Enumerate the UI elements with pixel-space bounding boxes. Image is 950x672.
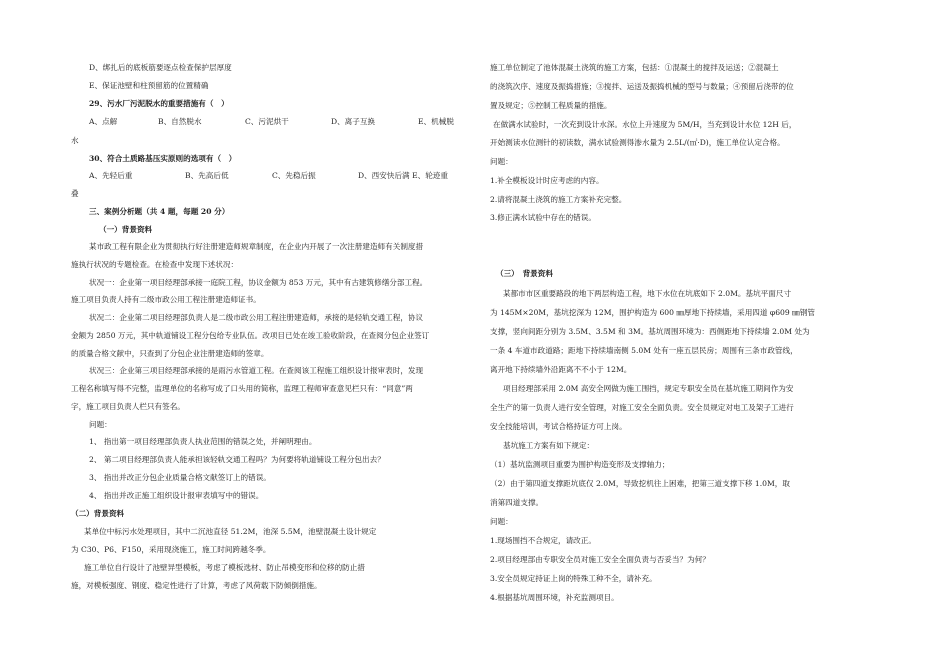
case3-line: 支撑，竖向间距分别为 3.5M、3.5M 和 3M。基坑周围环境为：西侧距地下持续墙 2.0M 处为: [490, 327, 810, 336]
case1-line: 字，施工项目负责人栏只有签名。: [71, 402, 185, 411]
case3-line: （2）由于第四道支撑距坑底仅 2.0M，导致挖机往上困难，把第三道支撑下移 1.0M，取: [490, 479, 790, 488]
case1-line: 施工项目负责人持有二级市政公用工程注册建造师证书。: [71, 295, 261, 304]
q29-title: 29、污水厂污泥脱水的重要措施有（ ）: [89, 99, 229, 108]
case2-question: 3.修正满水试验中存在的错误。: [490, 213, 596, 222]
case1-question: 4、 指出并改正施工组织设计报审表填写中的错误。: [89, 491, 264, 500]
case3-line: 某都市市区重要路段的地下两层构造工程，地下水位在坑底如下 2.0M。基坑平面尺寸: [503, 289, 792, 298]
case2-line: 某单位中标污水处理项目，其中二沉池直径 51.2M，池深 5.5M，池壁混凝土设计规定: [84, 527, 377, 536]
q29-option: D、离子互换: [331, 117, 376, 126]
case3-line: 离开地下持续墙外沿距离不不小于 12M。: [490, 365, 632, 374]
case1-line: 状况二：企业第二项目经理部负责人是二级市政公用工程注册建造师，承接的是轻轨交通工程，协议: [89, 313, 424, 322]
case3-line: 一条 4 车道市政道路；距地下持续墙南侧 5.0M 处有一座五层民房；周围有三条市政管线，: [490, 346, 798, 355]
case3-line: （1）基坑监测项目重要为围护构造变形及支撑轴力；: [490, 460, 670, 469]
case2-line: 为 C30、P6、F150，采用现浇施工，施工时间跨越冬季。: [71, 545, 271, 554]
case3-question: 2.项目经理部由专职安全员对施工安全全面负责与否妥当？为何？: [490, 555, 710, 564]
case2-line: 施，对模板强度、钢度、稳定性进行了计算，考虑了风荷载下防倾倒措施。: [71, 581, 322, 590]
q30-continuation: 叠: [71, 189, 79, 198]
q28-option-d: D、绑扎后的底板筋要逐点检查保护层厚度: [89, 63, 232, 72]
q30-option: B、先高后低: [185, 171, 229, 180]
case1-question: 2、 第二项目经理部负责人能承担该轻轨交通工程吗？为何要将轨道铺设工程分包出去？: [89, 455, 385, 464]
case1-question: 3、 指出并改正分包企业质量合格文献签订上的错误。: [89, 473, 271, 482]
case1-line: 状况三：企业第三项目经理部承接的是雨污水管道工程。在查阅该工程施工组织设计报审表时，发现: [89, 366, 424, 375]
case2-cont-line: 施工单位制定了池体混凝土浇筑的施工方案，包括：①混凝土的搅拌及运送；②混凝土: [490, 63, 779, 72]
case3-question-label: 问题：: [490, 517, 513, 526]
q30-title: 30、符合土质路基压实原则的选项有（ ）: [89, 154, 237, 163]
case2-question: 1.补全模板设计时应考虑的内容。: [490, 176, 604, 185]
case1-line: 金额为 2850 万元，其中轨道铺设工程分包给专业队伍。改项目已处在竣工验收阶段，在查阅分包企业签订: [71, 331, 430, 340]
case1-question-label: 问题：: [89, 420, 112, 429]
case2-cont-line: 开始测读水位测针的初读数，满水试验测得渗水量为 2.5L/(㎡·D)，施工单位认定合格。: [490, 138, 785, 147]
case2-cont-line: 在做满水试验时，一次充到设计水深。水位上升速度为 5M/H，当充到设计水位 12H 后，: [493, 120, 797, 129]
q30-option: A、先轻后重: [89, 171, 133, 180]
q29-option: A、点解: [89, 117, 118, 126]
case2-cont-line: 的浇筑次序、速度及振捣措施；③搅拌、运送及振捣机械的型号与数量；④预留后浇带的位: [490, 82, 794, 91]
case1-line: 某市政工程有限企业为贯彻执行好注册建造师规章制度，在企业内开展了一次注册建造师有关制度措: [89, 242, 424, 251]
case3-question: 1.现场围挡不合规定，请改正。: [490, 536, 596, 545]
case2-line: 施工单位自行设计了池壁异型模板，考虑了模板选材、防止吊模变形和位移的防止措: [84, 563, 365, 572]
case2-question-label: 问题：: [490, 157, 513, 166]
case3-heading: （三） 背景资料: [496, 269, 553, 278]
q30-option: C、先稳后振: [272, 171, 316, 180]
q30-option: D、西安快后满 E、轮迹重: [358, 171, 448, 180]
case1-line: 状况一：企业第一项目经理部承接一庭院工程，协议金额为 853 万元，其中有古建筑修缮分部工程。: [89, 278, 428, 287]
case3-line: 基坑施工方案有如下规定：: [503, 441, 595, 450]
case3-line: 项目经理部采用 2.0M 高安全网做为施工围挡，规定专职安全员在基坑施工期间作为安: [503, 384, 794, 393]
case1-heading: （一）背景资料: [99, 225, 153, 234]
case2-heading: （二）背景资料: [71, 509, 125, 518]
section-heading: 三、案例分析题（共 4 题，每题 20 分）: [89, 207, 230, 216]
case1-line: 工程名称填写得不完整，监理单位的名称写成了口头用的简称，监理工程师审查意见栏只有：“同意”两: [71, 384, 413, 393]
case3-question: 3.安全员规定持证上岗的特殊工种不全，请补充。: [490, 574, 657, 583]
q29-continuation: 水: [71, 136, 79, 145]
case1-line: 的质量合格文献中，只查到了分包企业注册建造师的签章。: [71, 349, 269, 358]
case1-line: 施执行状况的专题检查。在检查中发现下述状况：: [71, 260, 239, 269]
case3-line: 全生产的第一负责人进行安全管理，对施工安全全面负责。安全员规定对电工及架子工进行: [490, 403, 794, 412]
q28-option-e: E、保证池壁和柱预留筋的位置精确: [89, 81, 209, 90]
case3-line: 消第四道支撑。: [490, 498, 544, 507]
q29-option: C、污泥烘干: [245, 117, 289, 126]
case2-question: 2.请将混凝土浇筑的施工方案补充完整。: [490, 195, 627, 204]
q29-option: B、自然脱水: [158, 117, 202, 126]
case2-cont-line: 置及规定；⑤控制工程质量的措施。: [490, 101, 612, 110]
q29-option: E、机械脱: [418, 117, 454, 126]
case1-question: 1、 指出第一项目经理部负责人执业范围的错误之处，并阐明理由。: [89, 437, 317, 446]
case3-line: 为 145M×20M，基坑挖深为 12M，围护构造为 600 ㎜厚地下持续墙，采用四道 φ609 ㎜钢管: [490, 308, 815, 317]
case3-line: 安全技能培训，考试合格持证方可上岗。: [490, 422, 627, 431]
case3-question: 4.根据基坑周围环境，补充监测项目。: [490, 593, 619, 602]
